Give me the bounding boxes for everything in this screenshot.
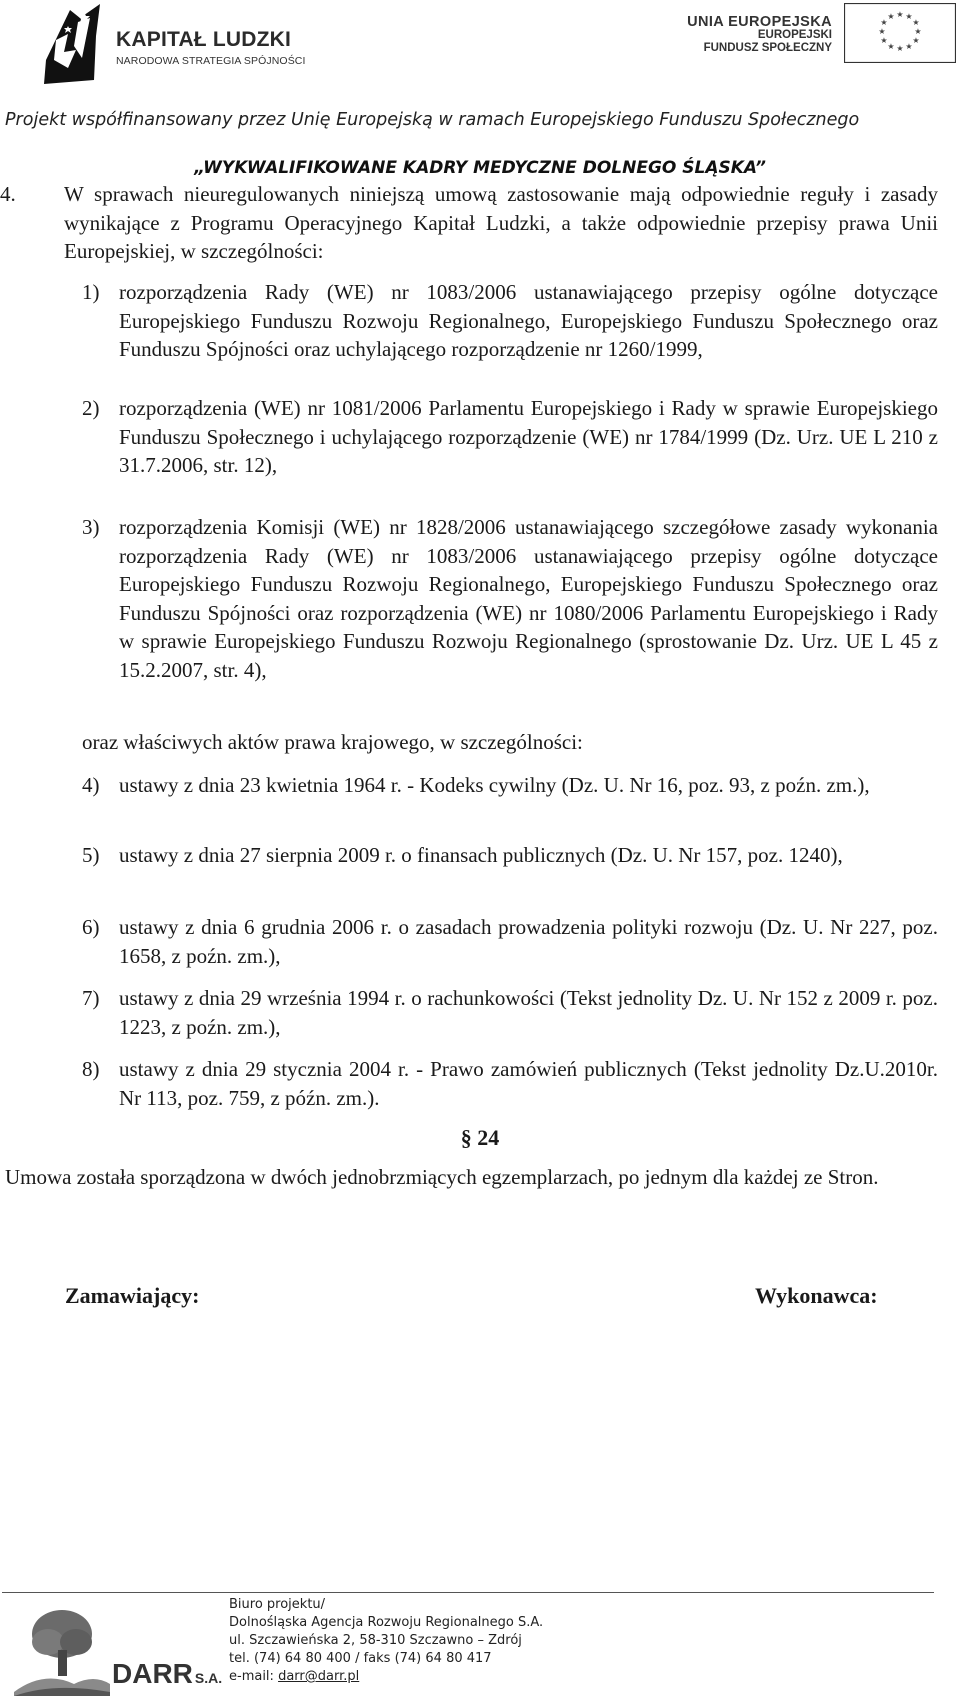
list-item [82, 771, 938, 800]
darr-logo-name: DARR [112, 1658, 193, 1689]
list-item [82, 394, 938, 480]
list-item-number: 1) [82, 280, 100, 304]
footer-email-label: e-mail: [229, 1669, 279, 1684]
list-item-number: 8) [82, 1057, 100, 1081]
section-number: 4. [0, 182, 16, 206]
national-acts-intro: oraz właściwych aktów prawa krajowego, w szczególności: [82, 730, 583, 754]
eu-line-1: UNIA EUROPEJSKA [687, 14, 832, 30]
svg-text:★: ★ [880, 18, 888, 27]
list-item-number: 7) [82, 986, 100, 1010]
list-item [82, 984, 938, 1041]
list-item-number: 4) [82, 773, 100, 797]
footer-line: ul. Szczawieńska 2, 58-310 Szczawno – Zdrój [229, 1633, 522, 1648]
list-item-text: rozporządzenia Rady (WE) nr 1083/2006 ustanawiającego przepisy ogólne dotyczące Europejskiego Funduszu Rozwoju Regionalnego, Europejskiego Funduszu Społecznego oraz Funduszu Spójności oraz uchylającego rozporządzenie nr 1260/1999, [119, 280, 938, 361]
list-item-number: 5) [82, 843, 100, 867]
signature-ordering-party: Zamawiający: [65, 1283, 200, 1308]
svg-text:★: ★ [905, 12, 913, 21]
svg-text:★: ★ [887, 42, 895, 51]
list-item-text: rozporządzenia (WE) nr 1081/2006 Parlamentu Europejskiego i Rady w sprawie Europejskiego Funduszu Społecznego i uchylającego rozporządzenie (WE) nr 1784/1999 (Dz. Urz. UE L 210 z 31.7.2006, str. 12), [119, 396, 938, 477]
list-item-number: 2) [82, 396, 100, 420]
footer-email-link[interactable]: darr@darr.pl [278, 1669, 360, 1684]
list-item [82, 278, 938, 364]
list-item-text: ustawy z dnia 6 grudnia 2006 r. o zasadach prowadzenia polityki rozwoju (Dz. U. Nr 227, poz. 1658, z poźn. zm.), [119, 915, 938, 968]
footer-email-line [229, 1668, 543, 1686]
darr-logo-text [112, 1658, 222, 1690]
kapital-ludzki-title: KAPITAŁ LUDZKI [116, 28, 292, 51]
list-item-text: ustawy z dnia 27 sierpnia 2009 r. o finansach publicznych (Dz. U. Nr 157, poz. 1240), [119, 843, 843, 867]
list-item-number: 3) [82, 515, 100, 539]
paragraph-number: § 24 [460, 1125, 500, 1150]
project-name: „WYKWALIFIKOWANE KADRY MEDYCZNE DOLNEGO ŚLĄSKA” [194, 158, 766, 178]
signature-contractor: Wykonawca: [755, 1283, 878, 1308]
svg-text:★: ★ [912, 36, 920, 45]
footer-divider [2, 1592, 934, 1593]
list-item-text: rozporządzenia Komisji (WE) nr 1828/2006 ustanawiającego szczegółowe zasady wykonania rozporządzenia Rady (WE) nr 1083/2006 ustanawiającego przepisy ogólne dotyczące Europejskiego Funduszu Rozwoju Regionalnego, Europejskiego Funduszu Społecznego oraz Funduszu Spójności oraz rozporządzenia (WE) nr 1080/2006 Parlamentu Europejskiego i Rady w sprawie Europejskiego Funduszu Rozwoju Regionalnego (sprostowanie Dz. Urz. UE L 45 z 15.2.2007, str. 4), [119, 515, 938, 682]
list-item [82, 913, 938, 970]
footer-address [229, 1596, 543, 1686]
svg-text:★: ★ [905, 42, 913, 51]
eu-logo-text [687, 16, 832, 55]
list-item [82, 841, 938, 870]
list-item [82, 1055, 938, 1112]
list-item-number: 6) [82, 915, 100, 939]
eu-flag-icon [844, 3, 956, 63]
list-item [82, 513, 938, 684]
kapital-ludzki-subtitle: NARODOWA STRATEGIA SPÓJNOŚCI [116, 55, 306, 67]
eu-line-2: EUROPEJSKI [757, 29, 832, 41]
svg-text:★: ★ [887, 12, 895, 21]
svg-text:★: ★ [912, 18, 920, 27]
closing-paragraph: Umowa została sporządzona w dwóch jednobrzmiących egzemplarzach, po jednym dla każdej ze Stron. [5, 1165, 879, 1189]
footer-line: Dolnośląska Agencja Rozwoju Regionalnego S.A. [229, 1615, 544, 1630]
footer-line: tel. (74) 64 80 400 / faks (74) 64 80 417 [229, 1651, 492, 1666]
svg-text:★: ★ [896, 44, 904, 53]
list-item-text: ustawy z dnia 29 września 1994 r. o rachunkowości (Tekst jednolity Dz. U. Nr 152 z 2009 r. poz. 1223, z poźn. zm.), [119, 986, 938, 1039]
darr-logo-suffix: S.A. [194, 1670, 223, 1686]
svg-text:★: ★ [914, 27, 922, 36]
svg-text:★: ★ [878, 27, 886, 36]
section-intro: W sprawach nieuregulowanych niniejszą umową zastosowanie mają odpowiednie reguły i zasady wynikające z Programu Operacyjnego Kapitał Ludzki, a także odpowiednie przepisy prawa Unii Europejskiej, w szczególności: [64, 182, 938, 263]
footer-line: Biuro projektu/ [229, 1597, 326, 1612]
project-cofinancing-line: Projekt współfinansowany przez Unię Europejską w ramach Europejskiego Funduszu Społecznego [5, 110, 860, 130]
svg-text:★: ★ [896, 10, 904, 19]
eu-line-3: FUNDUSZ SPOŁECZNY [703, 42, 832, 54]
list-item-text: ustawy z dnia 23 kwietnia 1964 r. - Kodeks cywilny (Dz. U. Nr 16, poz. 93, z poźn. zm.), [119, 773, 870, 797]
svg-text:★: ★ [880, 36, 888, 45]
list-item-text: ustawy z dnia 29 stycznia 2004 r. - Prawo zamówień publicznych (Tekst jednolity Dz.U.2010r. Nr 113, poz. 759, z późn. zm.). [119, 1057, 938, 1110]
darr-logo [14, 1600, 223, 1696]
